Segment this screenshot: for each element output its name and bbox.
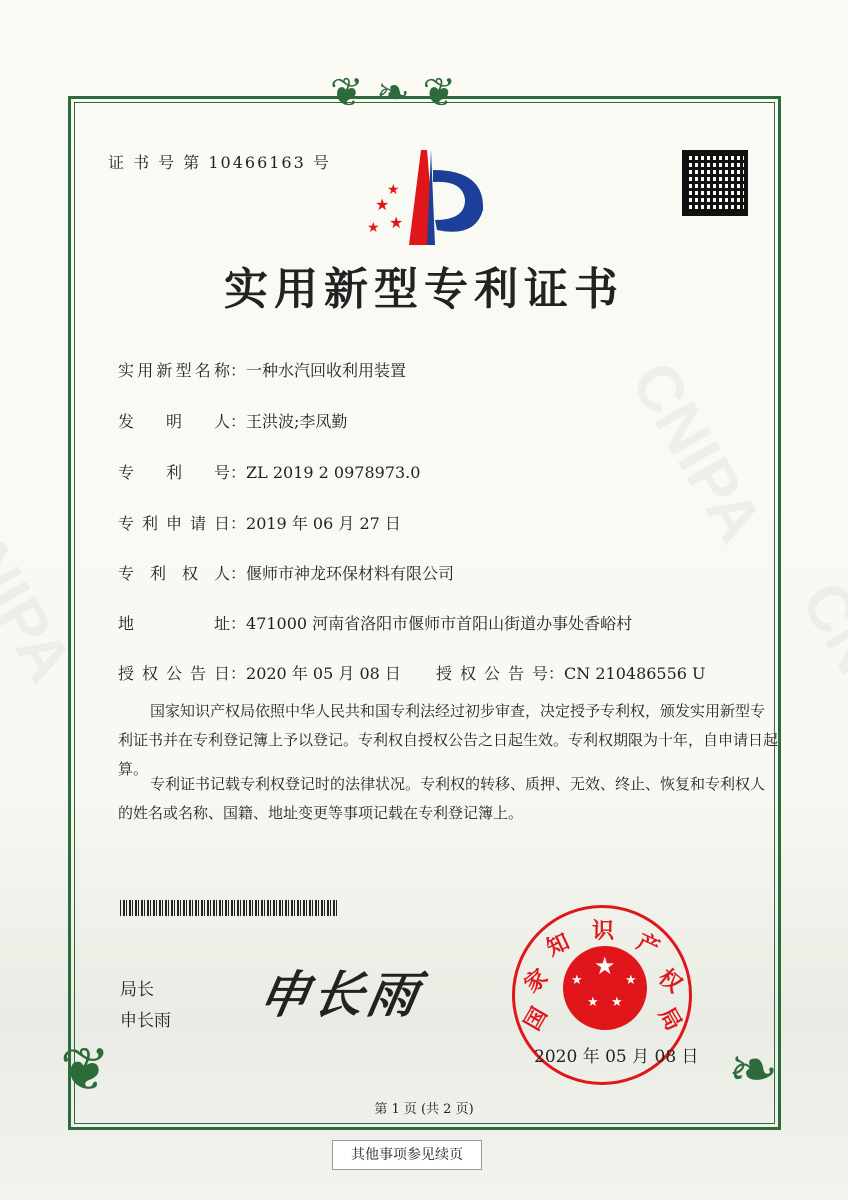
signatory-name: 申长雨 [120,1011,171,1031]
signature: 申长雨 [254,965,427,1024]
field-value: 偃师市神龙环保材料有限公司 [246,564,455,583]
field-value: 2020 年 05 月 08 日 [246,664,401,683]
field-label: 授权公告号 [436,664,548,683]
svg-text:★: ★ [389,213,404,232]
grant-number-row: 授权公告号：CN 210486556 U [436,661,706,684]
field-label: 专利权人 [118,564,230,583]
field-label: 授权公告日 [118,664,230,683]
national-emblem-icon: ★ ★ ★ ★ ★ [563,946,647,1030]
corner-ornament-icon: ❧ [728,1035,779,1105]
field-row: 地址：471000 河南省洛阳市偃师市首阳山街道办事处香峪村 [118,611,632,634]
field-row: 专利申请日：2019 年 06 月 27 日 [118,511,401,534]
paragraph: 专利证书记载专利权登记时的法律状况。专利权的转移、质押、无效、终止、恢复和专利权人的姓名或名称、国籍、地址变更等事项记载在专利登记簿上。 [118,775,766,822]
page-number: 第 1 页 (共 2 页) [374,1102,474,1117]
field-row: 实用新型名称：一种水汽回收利用装置 [118,358,406,381]
field-row: 专利号：ZL 2019 2 0978973.0 [118,460,420,483]
svg-text:★: ★ [375,195,390,214]
certificate-number: 证 书 号 第 10466163 号 [108,153,331,172]
corner-ornament-icon: ❦ [60,1035,111,1105]
svg-text:★: ★ [367,220,380,236]
field-value: 王洪波;李凤勤 [246,412,348,431]
cnipa-logo-icon [365,150,490,250]
signatory-title: 局长 [120,980,154,1000]
field-row: 发明人：王洪波;李凤勤 [118,409,347,432]
continue-page-button[interactable]: 其他事项参见续页 [332,1140,482,1170]
field-value: 一种水汽回收利用装置 [246,361,407,380]
field-label: 实用新型名称 [118,361,230,380]
official-seal: ★ ★ ★ ★ ★ 国 家 知 识 产 权 局 [512,905,692,1085]
seal-date: 2020 年 05 月 08 日 [534,1047,699,1067]
top-ornament-icon: ❦ ❧ ❦ [330,70,456,116]
field-label: 专利号 [118,463,230,482]
qr-code [682,150,748,216]
page-title: 实用新型专利证书 [224,264,624,315]
field-label: 地址 [118,614,230,633]
field-label: 发明人 [118,412,230,431]
field-value: 471000 河南省洛阳市偃师市首阳山街道办事处香峪村 [246,614,633,633]
field-row: 授权公告日：2020 年 05 月 08 日 [118,661,401,684]
paragraph: 国家知识产权局依照中华人民共和国专利法经过初步审查，决定授予专利权，颁发实用新型专利证书并在专利登记簿上予以登记。专利权自授权公告之日起生效。专利权期限为十年，自申请日起算。 [118,702,779,778]
field-label: 专利申请日 [118,514,230,533]
field-value: 2019 年 06 月 27 日 [246,514,401,533]
field-row: 专利权人：偃师市神龙环保材料有限公司 [118,561,454,584]
svg-text:★: ★ [387,182,400,198]
field-value: ZL 2019 2 0978973.0 [246,463,421,482]
barcode [120,900,338,916]
field-value: CN 210486556 U [564,664,706,683]
